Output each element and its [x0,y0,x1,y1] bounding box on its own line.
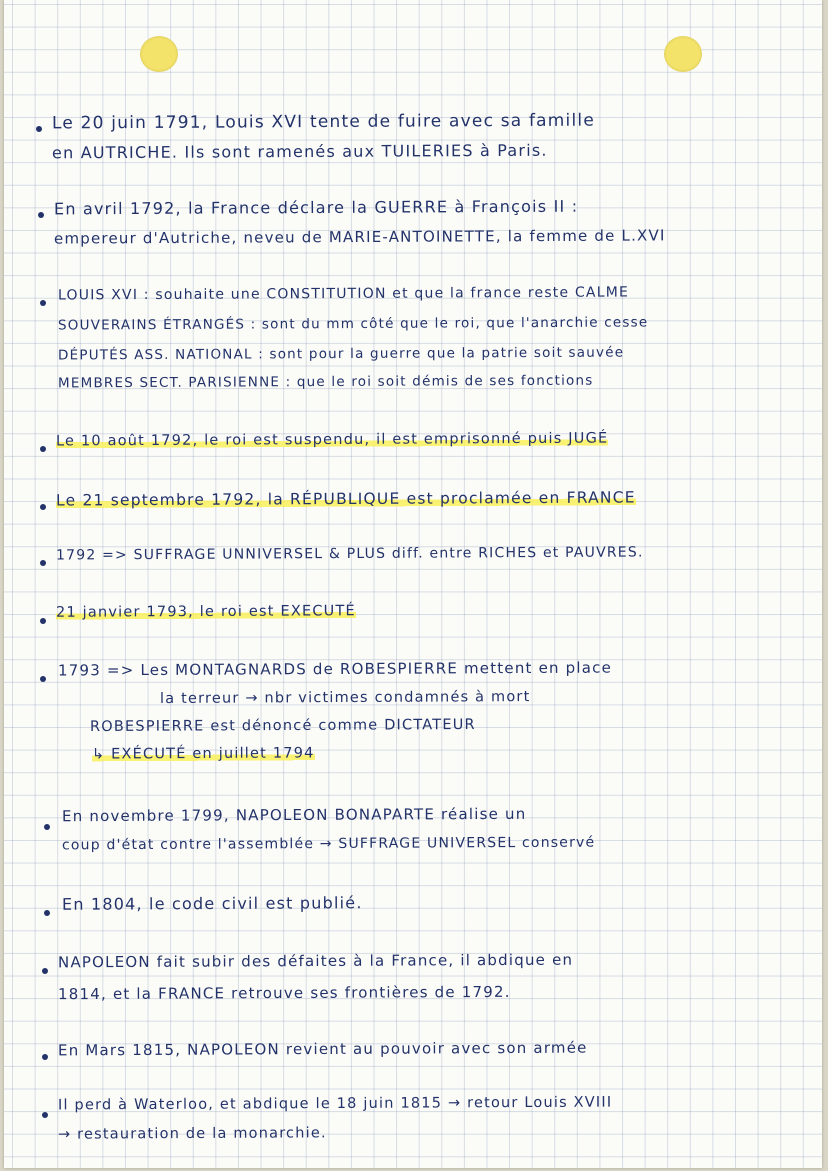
note-line: Le 20 juin 1791, Louis XVI tente de fuire avec sa famille [51,110,596,134]
bullet-icon [40,618,46,624]
bullet-icon [40,560,46,566]
note-line: la terreur → nbr victimes condamnés à mort [159,689,531,707]
bullet-icon [36,126,42,132]
note-line: Le 10 août 1792, le roi est suspendu, il est emprisonné puis JUGÉ [55,430,609,450]
note-line: coup d'état contre l'assemblée → SUFFRAGE UNIVERSEL conservé [61,834,596,854]
binder-hole-left [140,36,178,72]
bullet-icon [42,968,48,974]
bullet-icon [42,1112,48,1118]
note-line: En 1804, le code civil est publié. [61,893,363,914]
bullet-icon [44,910,50,916]
note-line: NAPOLEON fait subir des défaites à la France, il abdique en [57,950,574,972]
note-line: en AUTRICHE. Ils sont ramenés aux TUILERIES à Paris. [51,140,548,163]
binder-hole-right [664,36,702,72]
note-line: Il perd à Waterloo, et abdique le 18 juin 1815 → retour Louis XVIII [57,1094,613,1114]
note-line: En Mars 1815, NAPOLEON revient au pouvoir avec son armée [57,1038,588,1060]
note-line: MEMBRES SECT. PARISIENNE : que le roi soit démis de ses fonctions [57,372,594,392]
bullet-icon [44,824,50,830]
note-line: En novembre 1799, NAPOLEON BONAPARTE réalise un [61,804,527,826]
note-line: En avril 1792, la France déclare la GUERRE à François II : [53,196,579,219]
note-line: ↳ EXÉCUTÉ en juillet 1794 [91,745,315,763]
note-line: 21 janvier 1793, le roi est EXECUTÉ [55,603,356,621]
bullet-icon [40,300,46,306]
note-line: DÉPUTÉS ASS. NATIONAL : sont pour la guerre que la patrie soit sauvée [57,344,625,364]
note-line: SOUVERAINS ÉTRANGÉS : sont du mm côté que le roi, que l'anarchie cesse [57,314,649,334]
bullet-icon [40,504,46,510]
note-line: Le 21 septembre 1792, la RÉPUBLIQUE est proclamée en FRANCE [55,488,636,510]
note-line: → restauration de la monarchie. [57,1125,327,1143]
bullet-icon [42,1054,48,1060]
bullet-icon [40,446,46,452]
note-line: 1792 => SUFFRAGE UNNIVERSEL & PLUS diff. entre RICHES et PAUVRES. [55,544,644,564]
note-line: 1814, et la FRANCE retrouve ses frontières de 1792. [57,982,511,1004]
note-line: ROBESPIERRE est dénoncé comme DICTATEUR [89,716,476,736]
bullet-icon [40,676,46,682]
note-line: empereur d'Autriche, neveu de MARIE-ANTOINETTE, la femme de L.XVI [53,226,666,248]
bullet-icon [38,212,44,218]
note-line: LOUIS XVI : souhaite une CONSTITUTION et que la france reste CALME [57,284,630,304]
note-line: 1793 => Les MONTAGNARDS de ROBESPIERRE mettent en place [57,658,613,680]
